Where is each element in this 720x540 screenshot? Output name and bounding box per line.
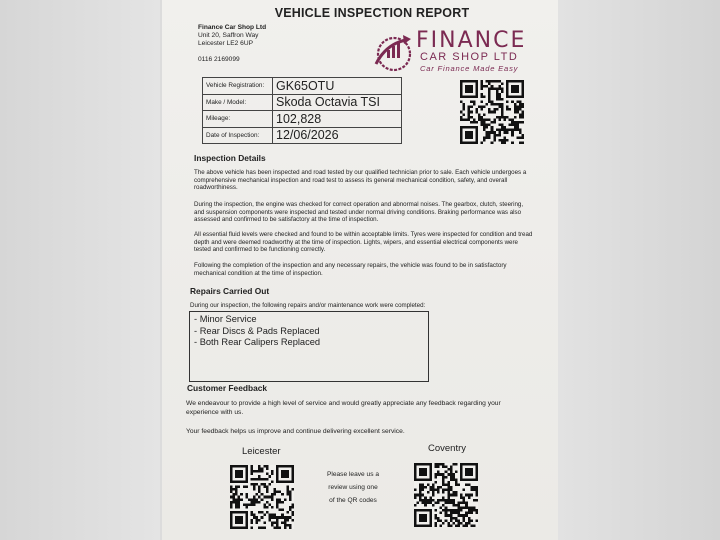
table-row [203,111,402,128]
review-prompt [320,468,386,507]
table-row [203,78,402,95]
company-phone: 0116 2169099 [198,56,240,63]
repairs-list [190,312,428,349]
inspection-report-sheet [162,0,558,540]
feedback-paragraph-1: We endeavour to provide a high level of service and would greatly appreciate any feedback regarding your experience with us. [186,400,501,416]
vehicle-registration-value: GK65OTU [273,78,402,95]
qr-code-icon[interactable] [460,80,524,144]
logo-tagline: Car Finance Made Easy [420,64,519,73]
inspection-date-value: 12/06/2026 [273,127,402,144]
mileage-label: Mileage: [203,111,273,128]
address-line-1: Unit 20, Saffron Way [198,32,259,40]
table-row [203,94,402,111]
background-right [558,0,720,540]
company-logo [370,30,540,76]
review-prompt-line-3: of the QR codes [329,497,377,504]
table-row [203,127,402,144]
coventry-label: Coventry [428,443,467,454]
inspection-paragraph-3: All essential fluid levels were checked and found to be within acceptable limits. Tyres were inspected for condition and tread depth and were deemed roadworthy at the time of inspection. Lights, wipers, and essential electrical components were tested and confirmed to be functioning correctly. [194,231,533,254]
vehicle-registration-label: Vehicle Registration: [203,78,273,95]
leicester-label: Leicester [242,446,281,457]
leicester-qr-code-icon[interactable] [230,462,294,532]
coventry-qr-code-icon[interactable] [414,460,478,530]
inspection-paragraph-4: Following the completion of the inspection and any necessary repairs, the vehicle was found to be in satisfactory mechanical condition at the time of inspection. [194,262,507,277]
logo-word-finance: FINANCE [416,28,527,53]
review-prompt-line-1: Please leave us a [326,471,380,478]
company-name: Finance Car Shop Ltd [198,24,267,31]
customer-feedback-heading: Customer Feedback [187,383,268,393]
address-line-2: Leicester LE2 6UP [198,40,253,48]
repairs-heading: Repairs Carried Out [190,286,270,296]
vehicle-details-table [202,77,402,144]
list-item: - Both Rear Calipers Replaced [194,337,428,349]
list-item: - Rear Discs & Pads Replaced [194,326,428,338]
inspection-date-label: Date of Inspection: [203,127,273,144]
make-model-label: Make / Model: [203,94,273,111]
background-left [0,0,160,540]
repairs-box [189,311,429,382]
review-prompt-line-2: review using one [328,484,378,491]
mileage-value: 102,828 [273,111,402,128]
logo-word-car-shop: CAR SHOP LTD [420,51,519,63]
report-title: VEHICLE INSPECTION REPORT [274,6,470,20]
make-model-value: Skoda Octavia TSI [273,94,402,111]
inspection-paragraph-2: During the inspection, the engine was checked for correct operation and abnormal noises. The gearbox, clutch, steering, and suspension components were inspected and tested under normal driving conditions. Braking performance was also assessed and confirmed to be satisfactory at the time of inspection. [194,201,524,224]
repairs-intro: During our inspection, the following repairs and/or maintenance work were completed: [190,302,426,309]
inspection-details-heading: Inspection Details [194,153,266,163]
feedback-paragraph-2: Your feedback helps us improve and continue delivering excellent service. [186,428,405,435]
inspection-paragraph-1: The above vehicle has been inspected and road tested by our qualified technician prior to sale. Each vehicle undergoes a comprehensive mechanical inspection and road test to assess its general mechanical condition, safety, and overall roadworthiness. [194,169,527,192]
list-item: - Minor Service [194,314,428,326]
company-address-block [198,24,266,49]
